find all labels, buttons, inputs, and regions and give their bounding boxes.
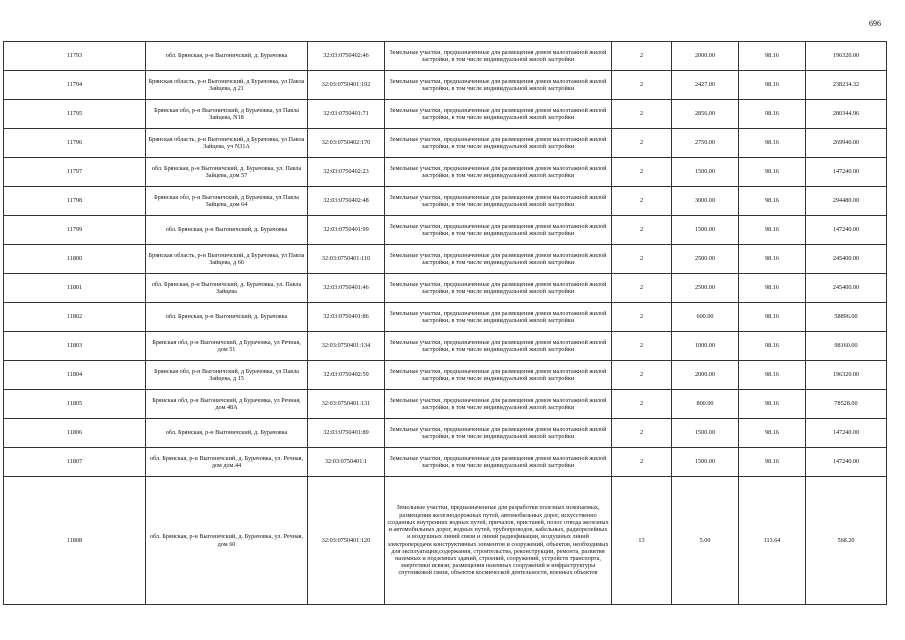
- cadastral-number-cell: 32:03:0750402:59: [308, 361, 385, 390]
- unit-value-cell: 98.16: [739, 187, 806, 216]
- unit-value-cell: 98.16: [739, 100, 806, 129]
- category-cell: 2: [612, 71, 672, 100]
- cadastral-number-cell: 32:03:0750402:170: [308, 129, 385, 158]
- permitted-use-cell: Земельные участки, предназначенные для размещения домов малоэтажной жилой застройки, в том числе индивидуальной жилой застройки: [385, 158, 612, 187]
- category-cell: 2: [612, 448, 672, 477]
- cadastral-value-cell: 98160.00: [806, 332, 887, 361]
- table-row: [4, 245, 887, 274]
- row-number: 11804: [4, 361, 146, 390]
- cadastral-number-cell: 32:03:0750401:71: [308, 100, 385, 129]
- row-number: 11796: [4, 129, 146, 158]
- unit-value-cell: 98.16: [739, 71, 806, 100]
- table-row: [4, 100, 887, 129]
- category-cell: 2: [612, 158, 672, 187]
- area-cell: 1500.00: [672, 419, 739, 448]
- address-cell: Брянская обл, р-н Выгоничский, д Бурачовка, ул Павла Зайцева, д 15: [146, 361, 308, 390]
- area-cell: 2427.00: [672, 71, 739, 100]
- row-number: 11798: [4, 187, 146, 216]
- unit-value-cell: 98.16: [739, 245, 806, 274]
- unit-value-cell: 98.16: [739, 419, 806, 448]
- address-cell: Брянская обл, р-н Выгоничский, д Бурачовка, ул Павла Зайцева, N18: [146, 100, 308, 129]
- area-cell: 1000.00: [672, 332, 739, 361]
- table-row: [4, 42, 887, 71]
- permitted-use-cell: Земельные участки, предназначенные для размещения домов малоэтажной жилой застройки, в том числе индивидуальной жилой застройки: [385, 419, 612, 448]
- table-row: [4, 390, 887, 419]
- unit-value-cell: 98.16: [739, 129, 806, 158]
- permitted-use-cell: Земельные участки, предназначенные для разработки полезных ископаемых, размещения железнодорожных путей, автомобильных дорог, искусственно созданных внутренних водных путей, причалов, пристаней, полос отвода железных и автомобильных дорог, водных путей, трубопроводов, кабельных, радиорелейных и воздушных линий связи и линий радиофикации, воздушных линий электропередачи конструктивных элементов и сооружений, объектов, необходимых для эксплуатации,содержания, строительства, реконструкции, ремонта, развития наземных и подземных зданий, строений, сооружений, устройств транспорта, энергетики исвязи; размещения наземных сооружений и инфраструктуры спутниковой связи, объектов космической деятельности, военных объектов: [385, 477, 612, 605]
- address-cell: обл. Брянская, р-н Выгоничский, д. Бурачовка: [146, 216, 308, 245]
- row-number: 11794: [4, 71, 146, 100]
- address-cell: Брянская область, р-н Выгоничский, д Бурачовка, ул Павла Зайцева, уч N31А: [146, 129, 308, 158]
- row-number: 11802: [4, 303, 146, 332]
- permitted-use-cell: Земельные участки, предназначенные для размещения домов малоэтажной жилой застройки, в том числе индивидуальной жилой застройки: [385, 216, 612, 245]
- registry-rows: [4, 42, 887, 605]
- category-cell: 2: [612, 361, 672, 390]
- row-number: 11807: [4, 448, 146, 477]
- category-cell: 2: [612, 245, 672, 274]
- table-row: [4, 158, 887, 187]
- table-row: [4, 187, 887, 216]
- category-cell: 2: [612, 42, 672, 71]
- area-cell: 2500.00: [672, 245, 739, 274]
- address-cell: обл. Брянская, р-н Выгоничский, д. Бурачовка: [146, 42, 308, 71]
- cadastral-number-cell: 32:03:0750401:192: [308, 71, 385, 100]
- cadastral-value-cell: 147240.00: [806, 158, 887, 187]
- unit-value-cell: 113.64: [739, 477, 806, 605]
- page-number: 696: [869, 19, 881, 28]
- permitted-use-cell: Земельные участки, предназначенные для размещения домов малоэтажной жилой застройки, в том числе индивидуальной жилой застройки: [385, 332, 612, 361]
- address-cell: обл. Брянская, р-н Выгоничский, д. Бурачовка: [146, 303, 308, 332]
- unit-value-cell: 98.16: [739, 303, 806, 332]
- unit-value-cell: 98.16: [739, 390, 806, 419]
- cadastral-value-cell: 147240.00: [806, 448, 887, 477]
- cadastral-number-cell: 32:03:0750402:23: [308, 158, 385, 187]
- table-row: [4, 274, 887, 303]
- row-number: 11800: [4, 245, 146, 274]
- address-cell: Брянская обл, р-н Выгоничский, д Бурачовка, ул Речная, дом 48А: [146, 390, 308, 419]
- table-row: [4, 361, 887, 390]
- address-cell: Брянская область, р-н Выгоничский, д Бурачовка, ул Павла Зайцева, д 21: [146, 71, 308, 100]
- permitted-use-cell: Земельные участки, предназначенные для размещения домов малоэтажной жилой застройки, в том числе индивидуальной жилой застройки: [385, 129, 612, 158]
- cadastral-number-cell: 32:03:0750402:48: [308, 187, 385, 216]
- table-row: [4, 419, 887, 448]
- address-cell: Брянская обл, р-н Выгоничский, д Бурачовка, ул Речная, дом 51: [146, 332, 308, 361]
- area-cell: 2856.00: [672, 100, 739, 129]
- cadastral-number-cell: 32:03:0750401:46: [308, 274, 385, 303]
- cadastral-value-cell: 245400.00: [806, 245, 887, 274]
- cadastral-value-cell: 280344.96: [806, 100, 887, 129]
- permitted-use-cell: Земельные участки, предназначенные для размещения домов малоэтажной жилой застройки, в том числе индивидуальной жилой застройки: [385, 245, 612, 274]
- category-cell: 2: [612, 187, 672, 216]
- cadastral-number-cell: 32:03:0750401:134: [308, 332, 385, 361]
- unit-value-cell: 98.16: [739, 216, 806, 245]
- cadastral-value-cell: 238234.32: [806, 71, 887, 100]
- cadastral-number-cell: 32:03:0750401:99: [308, 216, 385, 245]
- row-number: 11801: [4, 274, 146, 303]
- category-cell: 2: [612, 100, 672, 129]
- category-cell: 2: [612, 216, 672, 245]
- row-number: 11799: [4, 216, 146, 245]
- area-cell: 3000.00: [672, 187, 739, 216]
- area-cell: 2000.00: [672, 42, 739, 71]
- unit-value-cell: 98.16: [739, 274, 806, 303]
- address-cell: обл. Брянская, р-н Выгоничский, д. Бурачовка, ул. Павла Зайцева, дом 57: [146, 158, 308, 187]
- row-number: 11793: [4, 42, 146, 71]
- area-cell: 1500.00: [672, 158, 739, 187]
- permitted-use-cell: Земельные участки, предназначенные для размещения домов малоэтажной жилой застройки, в том числе индивидуальной жилой застройки: [385, 303, 612, 332]
- permitted-use-cell: Земельные участки, предназначенные для размещения домов малоэтажной жилой застройки, в том числе индивидуальной жилой застройки: [385, 448, 612, 477]
- cadastral-number-cell: 32:03:0750402:46: [308, 42, 385, 71]
- land-registry-table: [3, 41, 887, 605]
- cadastral-value-cell: 196320.00: [806, 42, 887, 71]
- table-row: [4, 129, 887, 158]
- table-row: [4, 216, 887, 245]
- category-cell: 13: [612, 477, 672, 605]
- row-number: 11795: [4, 100, 146, 129]
- permitted-use-cell: Земельные участки, предназначенные для размещения домов малоэтажной жилой застройки, в том числе индивидуальной жилой застройки: [385, 390, 612, 419]
- area-cell: 1500.00: [672, 448, 739, 477]
- cadastral-value-cell: 147240.00: [806, 216, 887, 245]
- cadastral-value-cell: 196320.00: [806, 361, 887, 390]
- address-cell: обл. Брянская, р-н Выгоничский, д. Бурачовка, ул. Речная, дом дом.44: [146, 448, 308, 477]
- category-cell: 2: [612, 332, 672, 361]
- category-cell: 2: [612, 390, 672, 419]
- row-number: 11797: [4, 158, 146, 187]
- permitted-use-cell: Земельные участки, предназначенные для размещения домов малоэтажной жилой застройки, в том числе индивидуальной жилой застройки: [385, 361, 612, 390]
- cadastral-number-cell: 32:03:0750401:131: [308, 390, 385, 419]
- category-cell: 2: [612, 303, 672, 332]
- cadastral-number-cell: 32:03:0750401:89: [308, 419, 385, 448]
- unit-value-cell: 98.16: [739, 361, 806, 390]
- address-cell: Брянская обл, р-н Выгоничский, д Бурачовка, ул Павла Зайцева, дом 64: [146, 187, 308, 216]
- cadastral-number-cell: 32:03:0750401:1: [308, 448, 385, 477]
- unit-value-cell: 98.16: [739, 448, 806, 477]
- area-cell: 2500.00: [672, 274, 739, 303]
- area-cell: 600.00: [672, 303, 739, 332]
- area-cell: 1500.00: [672, 216, 739, 245]
- category-cell: 2: [612, 274, 672, 303]
- permitted-use-cell: Земельные участки, предназначенные для размещения домов малоэтажной жилой застройки, в том числе индивидуальной жилой застройки: [385, 274, 612, 303]
- unit-value-cell: 98.16: [739, 158, 806, 187]
- cadastral-value-cell: 245400.00: [806, 274, 887, 303]
- cadastral-value-cell: 269940.00: [806, 129, 887, 158]
- table-row: [4, 332, 887, 361]
- table-row: [4, 71, 887, 100]
- cadastral-number-cell: 32:03:0750401:86: [308, 303, 385, 332]
- row-number: 11806: [4, 419, 146, 448]
- cadastral-number-cell: 32:03:0750401:120: [308, 477, 385, 605]
- table-row: [4, 477, 887, 605]
- address-cell: обл. Брянская, р-н Выгоничский, д. Бурачовка, ул. Речная, дом 60: [146, 477, 308, 605]
- category-cell: 2: [612, 419, 672, 448]
- cadastral-number-cell: 32:03:0750401:110: [308, 245, 385, 274]
- permitted-use-cell: Земельные участки, предназначенные для размещения домов малоэтажной жилой застройки, в том числе индивидуальной жилой застройки: [385, 187, 612, 216]
- cadastral-value-cell: 294480.00: [806, 187, 887, 216]
- area-cell: 2750.00: [672, 129, 739, 158]
- table-row: [4, 303, 887, 332]
- address-cell: обл. Брянская, р-н Выгоничский, д. Бурачовка, ул. Павла Зайцева: [146, 274, 308, 303]
- cadastral-value-cell: 78528.00: [806, 390, 887, 419]
- cadastral-value-cell: 147240.00: [806, 419, 887, 448]
- category-cell: 2: [612, 129, 672, 158]
- cadastral-value-cell: 58896.00: [806, 303, 887, 332]
- cadastral-value-cell: 568.20: [806, 477, 887, 605]
- unit-value-cell: 98.16: [739, 332, 806, 361]
- row-number: 11808: [4, 477, 146, 605]
- address-cell: обл. Брянская, р-н Выгоничский, д. Бурачовка: [146, 419, 308, 448]
- row-number: 11805: [4, 390, 146, 419]
- permitted-use-cell: Земельные участки, предназначенные для размещения домов малоэтажной жилой застройки, в том числе индивидуальной жилой застройки: [385, 100, 612, 129]
- address-cell: Брянская область, р-н Выгоничский, д Бурачовка, ул Павла Зайцева, д 66: [146, 245, 308, 274]
- permitted-use-cell: Земельные участки, предназначенные для размещения домов малоэтажной жилой застройки, в том числе индивидуальной жилой застройки: [385, 42, 612, 71]
- permitted-use-cell: Земельные участки, предназначенные для размещения домов малоэтажной жилой застройки, в том числе индивидуальной жилой застройки: [385, 71, 612, 100]
- area-cell: 800.00: [672, 390, 739, 419]
- area-cell: 2000.00: [672, 361, 739, 390]
- row-number: 11803: [4, 332, 146, 361]
- unit-value-cell: 98.16: [739, 42, 806, 71]
- area-cell: 5.00: [672, 477, 739, 605]
- table-row: [4, 448, 887, 477]
